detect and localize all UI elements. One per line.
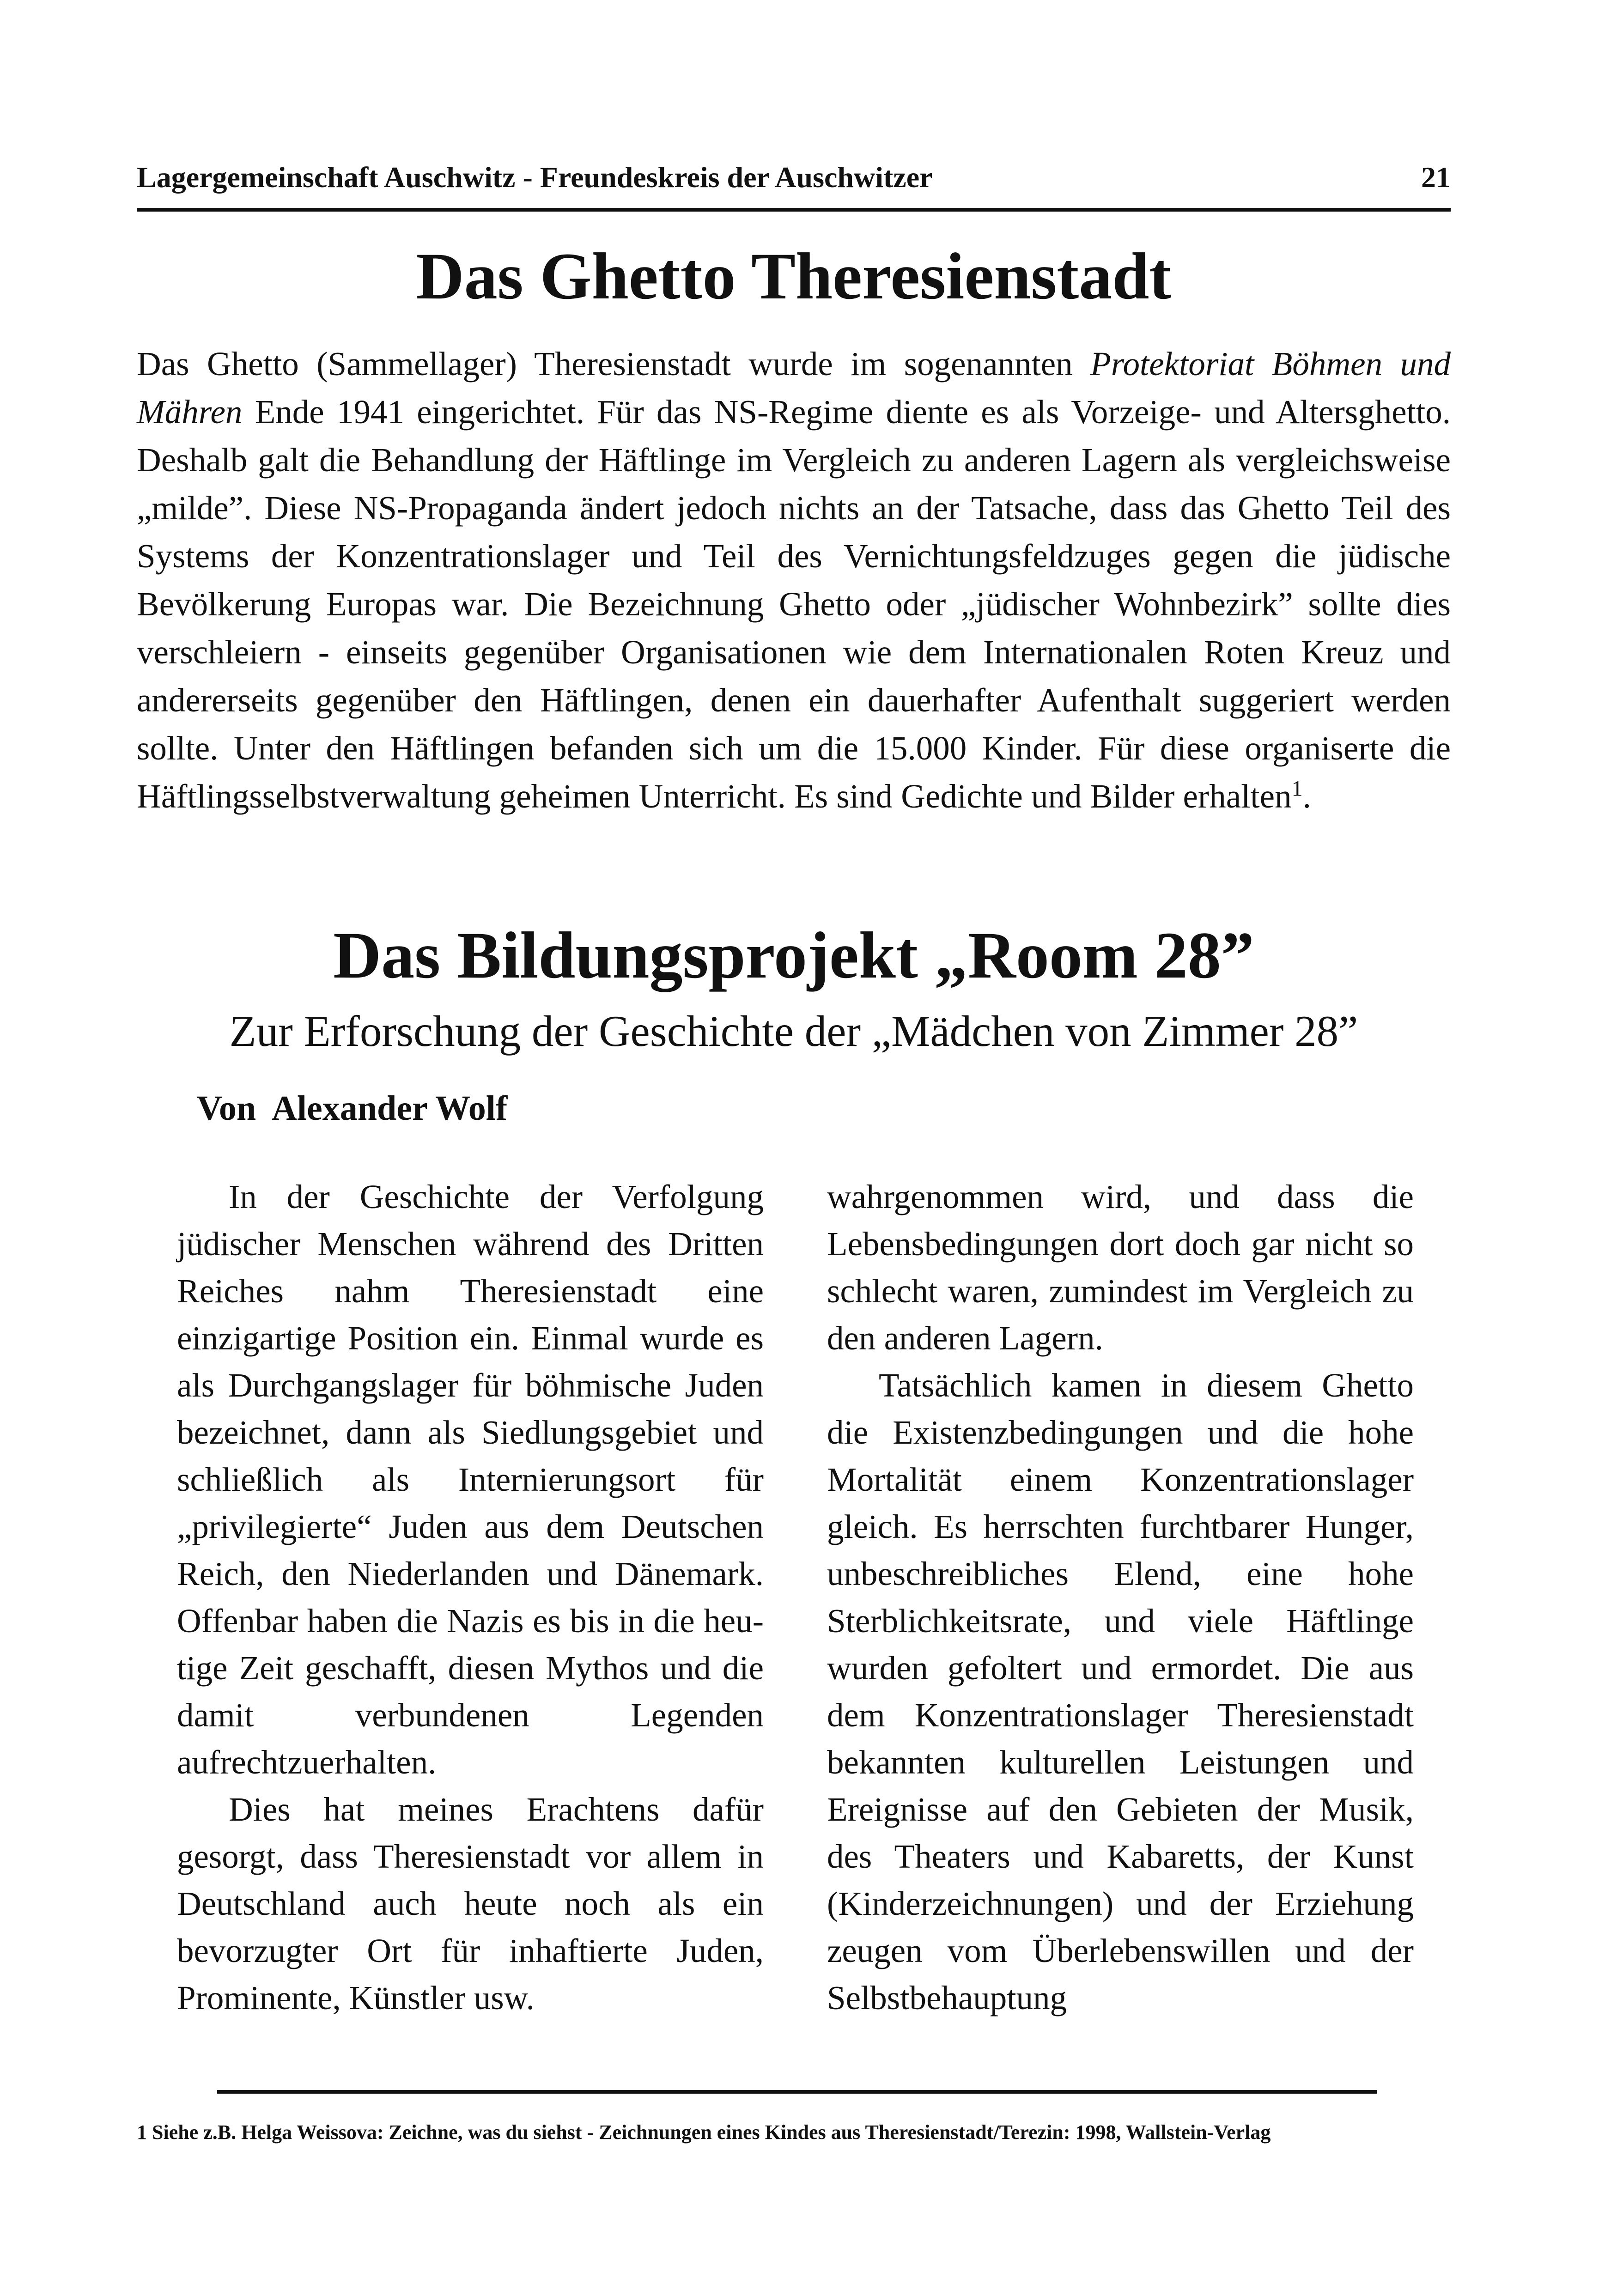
publication-name: Lagergemeinschaft Auschwitz - Freundeskreis der Auschwitzer [137, 161, 933, 194]
footnote-reference: 1 [1291, 776, 1303, 801]
header-rule [137, 208, 1451, 212]
article-column-right [827, 1173, 1414, 2022]
left-paragraph-1: In der Geschichte der Verfolgung jüdischer Menschen während des Dritten Reiches nahm Theresienstadt eine einzigartige Position ein. Einmal wurde es als Durchgangslager für böhmische Juden bezeichnet, dann als Siedlungsgebiet und schließlich als Internierungsort für „privilegierte“ Juden aus dem Deutschen Reich, den Niederlanden und Dänemark. Offenbar haben die Nazis es bis in die heutige Zeit geschafft, diesen Mythos und die damit verbundenen Legenden aufrechtzuerhalten. [177, 1178, 764, 1781]
intro-italic-term: Protektoriat Böhmen und Mähren [137, 345, 1451, 431]
page-number: 21 [1421, 161, 1451, 194]
running-header [137, 163, 1451, 192]
left-paragraph-2: Dies hat meines Erachtens dafür gesorgt, dass Theresienstadt vor allem in Deutschland auch heute noch als ein bevorzugter Ort für inhaftierte Juden, Prominente, Künstler usw. [177, 1791, 764, 2017]
footnote: 1 Siehe z.B. Helga Weissova: Zeichne, was du siehst - Zeichnungen eines Kindes aus Theresienstadt/Terezin: 1998, Wallstein-Verlag [137, 2121, 1271, 2144]
section-subtitle: Zur Erforschung der Geschichte der „Mädchen von Zimmer 28” [229, 1007, 1358, 1056]
intro-paragraph [137, 340, 1451, 820]
intro-text-before: Das Ghetto (Sammellager) Theresienstadt wurde im sogenannten [137, 345, 1091, 383]
right-paragraph-1: wahrgenommen wird, und dass die Lebensbedingungen dort doch gar nicht so schlecht waren, zumindest im Vergleich zu den anderen Lagern. [827, 1178, 1414, 1357]
section-title-ghetto: Das Ghetto Theresienstadt [416, 240, 1172, 313]
author-byline: Von Alexander Wolf [197, 1089, 508, 1128]
right-paragraph-2: Tatsächlich kamen in diesem Ghetto die Existenzbedingungen und die hohe Mortalität einem Konzentrationslager gleich. Es herrschten furchtbarer Hunger, unbeschreibliches Elend, eine hohe Sterblichkeitsrate, und viele Häftlinge wurden gefoltert und ermordet. Die aus dem Konzentrationslager Theresienstadt bekannten kulturellen Leistungen und Ereignisse auf den Gebieten der Musik, des Theaters und Kabaretts, der Kunst (Kinderzeichnungen) und der Erziehung zeugen vom Überlebenswillen und der Selbstbehauptung [827, 1367, 1414, 2017]
intro-final-period: . [1302, 777, 1311, 815]
intro-text-after: Ende 1941 eingerichtet. Für das NS-Regime diente es als Vorzeige- und Altersghetto. Deshalb galt die Behandlung der Häftlinge im Vergleich zu anderen Lagern als vergleichsweise „milde”. Diese NS-Propaganda ändert jedoch nichts an der Tatsache, dass das Ghetto Teil des Systems der Konzentrationslager und Teil des Vernichtungsfeldzuges gegen die jüdische Bevölkerung Europas war. Die Bezeichnung Ghetto oder „jüdischer Wohnbezirk” sollte dies verschleiern - einseits gegenüber Organisationen wie dem Internationalen Roten Kreuz und andererseits gegenüber den Häftlingen, denen ein dauerhafter Aufenthalt suggeriert werden sollte. Unter den Häftlingen befanden sich um die 15.000 Kinder. Für diese organiserte die Häftlingsselbstverwaltung geheimen Unterricht. Es sind Gedichte und Bilder erhalten [137, 393, 1451, 815]
section-title-room28: Das Bildungsprojekt „Room 28” [333, 919, 1254, 992]
footnote-rule [217, 2090, 1377, 2094]
article-column-left [177, 1173, 764, 2022]
